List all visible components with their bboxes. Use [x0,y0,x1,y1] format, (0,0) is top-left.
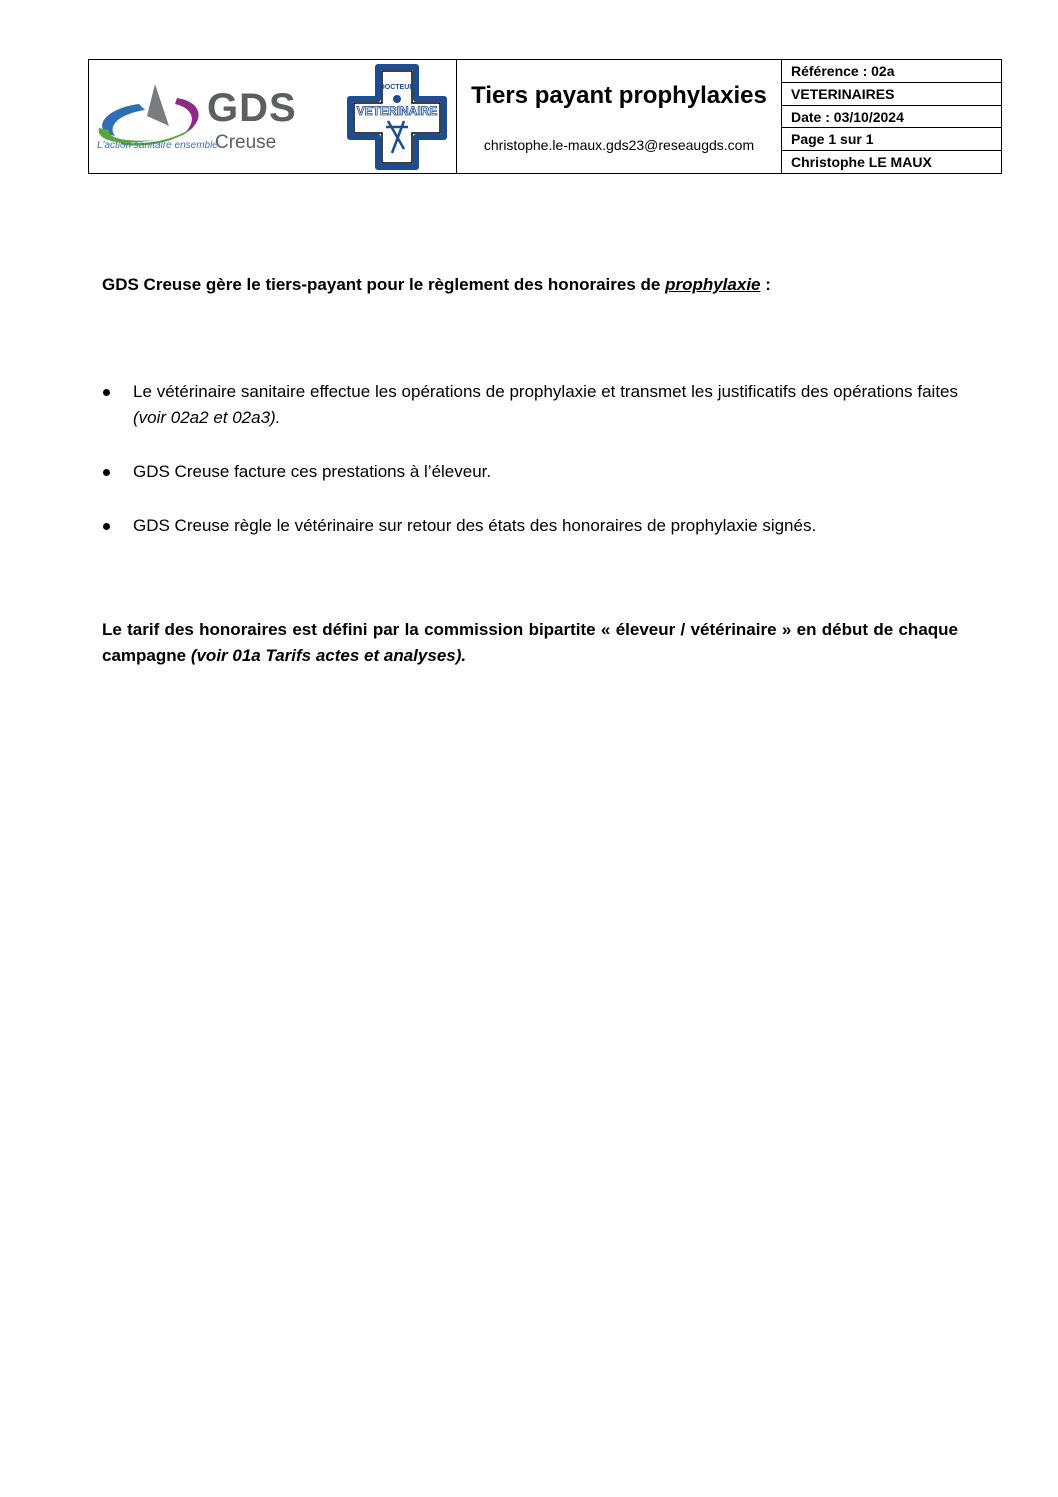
intro-emphasis: prophylaxie [665,275,761,294]
intro-paragraph [102,275,771,295]
bullet-icon [103,469,110,476]
list-item-text: Le vétérinaire sanitaire effectue les opérations de prophylaxie et transmet les justificatifs des opérations faites [133,382,958,401]
intro-text: GDS Creuse gère le tiers-payant pour le règlement des honoraires de [102,275,666,294]
intro-suffix: : [760,275,771,294]
logo-cell [89,60,457,173]
list-item [102,459,958,485]
list-item-text: GDS Creuse règle le vétérinaire sur retour des états des honoraires de prophylaxie signés. [133,516,817,535]
meta-page: Page 1 sur 1 [782,128,1001,151]
vet-logo-main-text: VETERINAIRE [356,104,438,118]
meta-date: Date : 03/10/2024 [782,106,1001,129]
closing-text: Le tarif des honoraires est défini par la commission bipartite « éleveur / vétérinaire » en début de chaque campagne [102,620,958,665]
bullet-icon [103,389,110,396]
document-header [88,59,1002,174]
bullet-list [102,379,958,567]
meta-category: VETERINAIRES [782,83,1001,106]
gds-logo-subtext: Creuse [215,132,277,153]
list-item-text: GDS Creuse facture ces prestations à l’éleveur. [133,462,492,481]
vet-logo-top-text: DOCTEUR [379,84,415,91]
meta-reference: Référence : 02a [782,60,1001,83]
list-item [102,379,958,431]
contact-email[interactable]: christophe.le-maux.gds23@reseaugds.com [483,137,755,153]
meta-author: Christophe LE MAUX [791,154,932,171]
closing-reference: (voir 01a Tarifs actes et analyses). [190,646,467,665]
document-title: Tiers payant prophylaxies [471,82,767,109]
closing-paragraph [102,617,958,669]
veterinaire-cross-icon [346,63,448,171]
title-cell [457,60,782,173]
gds-tagline: L'action sanitaire ensemble [97,140,218,151]
gds-logo-text: GDS [207,86,297,130]
bullet-icon [103,523,110,530]
list-item [102,513,958,539]
meta-table [782,60,1001,173]
list-item-reference: (voir 02a2 et 02a3). [133,408,281,427]
